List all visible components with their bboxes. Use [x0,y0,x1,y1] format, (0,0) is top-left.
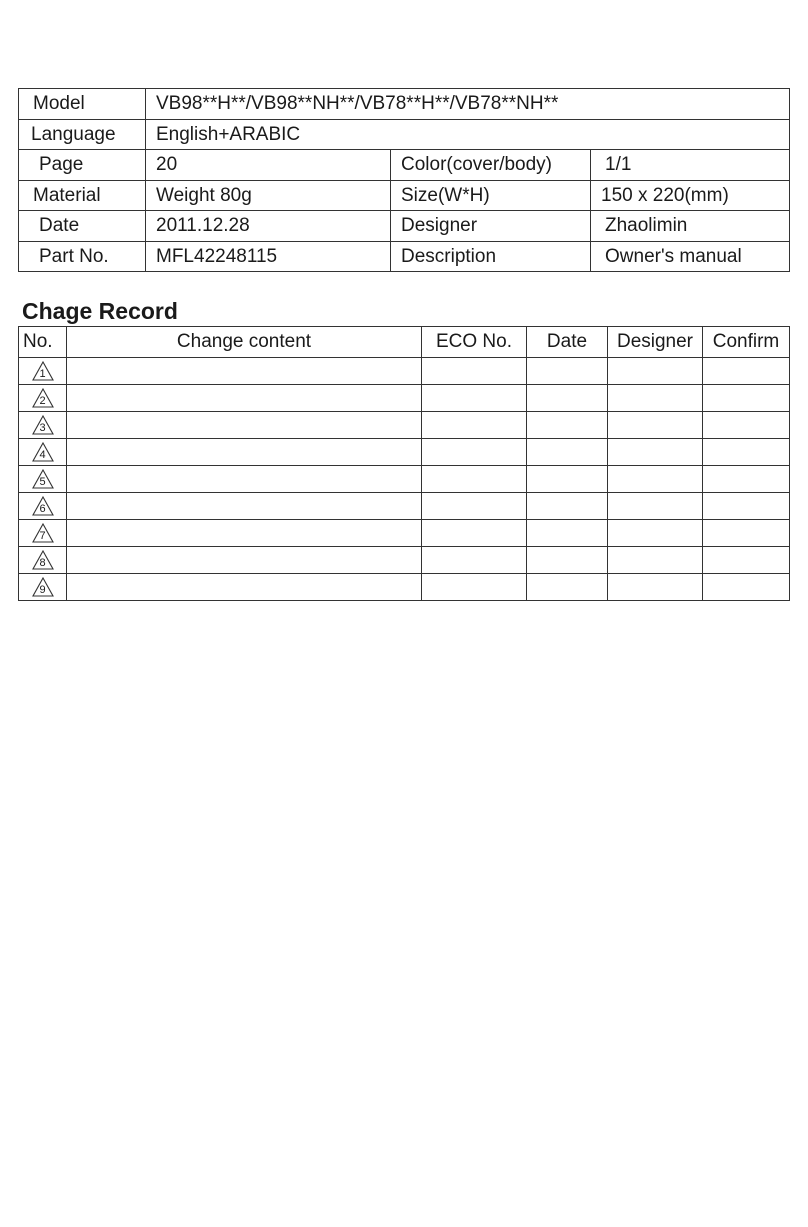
model-label: Model [19,89,146,120]
date-cell [527,520,608,547]
change-content-cell [67,412,422,439]
language-label: Language [19,119,146,150]
material-value: Weight 80g [146,180,391,211]
change-record-title: Chage Record [22,298,178,324]
eco-no-cell [422,520,527,547]
designer-cell [608,358,703,385]
table-row [19,493,790,520]
revision-number-cell [19,520,67,547]
date-cell [527,385,608,412]
change-content-cell [67,493,422,520]
eco-no-cell [422,358,527,385]
revision-triangle-icon [32,469,54,489]
date-cell [527,358,608,385]
revision-number-cell [19,574,67,601]
change-content-cell [67,466,422,493]
eco-no-cell [422,385,527,412]
header-date: Date [527,327,608,358]
change-content-cell [67,385,422,412]
table-row [19,520,790,547]
revision-number-cell [19,466,67,493]
eco-no-cell [422,493,527,520]
change-content-cell [67,439,422,466]
table-row [19,466,790,493]
confirm-cell [703,547,790,574]
designer-cell [608,547,703,574]
confirm-cell [703,412,790,439]
header-designer: Designer [608,327,703,358]
change-content-cell [67,547,422,574]
table-row [19,547,790,574]
description-value: Owner's manual [591,241,790,272]
confirm-cell [703,439,790,466]
change-record-table [18,326,790,601]
model-value: VB98**H**/VB98**NH**/VB78**H**/VB78**NH** [146,89,790,120]
revision-number: 9 [39,583,46,596]
eco-no-cell [422,439,527,466]
confirm-cell [703,358,790,385]
date-cell [527,466,608,493]
eco-no-cell [422,466,527,493]
eco-no-cell [422,412,527,439]
designer-label: Designer [391,211,591,242]
revision-number: 5 [39,475,46,488]
date-cell [527,412,608,439]
revision-number-cell [19,547,67,574]
designer-cell [608,574,703,601]
revision-number: 8 [39,556,46,569]
revision-number-cell [19,412,67,439]
revision-number: 6 [39,502,46,515]
date-label: Date [19,211,146,242]
table-row [19,385,790,412]
confirm-cell [703,574,790,601]
change-content-cell [67,358,422,385]
table-row [19,358,790,385]
designer-cell [608,520,703,547]
size-label: Size(W*H) [391,180,591,211]
info-row-language [19,119,790,150]
designer-value: Zhaolimin [591,211,790,242]
revision-number: 4 [39,448,46,461]
partno-value: MFL42248115 [146,241,391,272]
revision-triangle-icon [32,523,54,543]
info-row-material [19,180,790,211]
header-change-content: Change content [67,327,422,358]
revision-number: 3 [39,421,46,434]
change-content-cell [67,520,422,547]
language-value: English+ARABIC [146,119,790,150]
change-header-row [19,327,790,358]
eco-no-cell [422,574,527,601]
info-row-model [19,89,790,120]
color-value: 1/1 [591,150,790,181]
date-cell [527,547,608,574]
date-value: 2011.12.28 [146,211,391,242]
date-cell [527,493,608,520]
revision-triangle-icon [32,361,54,381]
confirm-cell [703,520,790,547]
size-value: 150 x 220(mm) [591,180,790,211]
page-label: Page [19,150,146,181]
material-label: Material [19,180,146,211]
description-label: Description [391,241,591,272]
revision-number-cell [19,439,67,466]
revision-triangle-icon [32,442,54,462]
revision-number: 2 [39,394,46,407]
revision-number-cell [19,358,67,385]
date-cell [527,574,608,601]
revision-number: 7 [39,529,46,542]
table-row [19,439,790,466]
change-content-cell [67,574,422,601]
header-eco-no: ECO No. [422,327,527,358]
header-no: No. [19,327,67,358]
eco-no-cell [422,547,527,574]
info-row-page [19,150,790,181]
info-row-date [19,211,790,242]
revision-number-cell [19,493,67,520]
revision-triangle-icon [32,496,54,516]
revision-triangle-icon [32,550,54,570]
revision-number: 1 [39,367,46,380]
change-record-body [19,358,790,601]
table-row [19,412,790,439]
revision-number-cell [19,385,67,412]
info-table [18,88,790,272]
designer-cell [608,385,703,412]
designer-cell [608,466,703,493]
table-row [19,574,790,601]
confirm-cell [703,493,790,520]
color-label: Color(cover/body) [391,150,591,181]
revision-triangle-icon [32,577,54,597]
revision-triangle-icon [32,388,54,408]
designer-cell [608,439,703,466]
confirm-cell [703,466,790,493]
revision-triangle-icon [32,415,54,435]
header-confirm: Confirm [703,327,790,358]
info-row-partno [19,241,790,272]
designer-cell [608,412,703,439]
date-cell [527,439,608,466]
designer-cell [608,493,703,520]
page-value: 20 [146,150,391,181]
partno-label: Part No. [19,241,146,272]
confirm-cell [703,385,790,412]
